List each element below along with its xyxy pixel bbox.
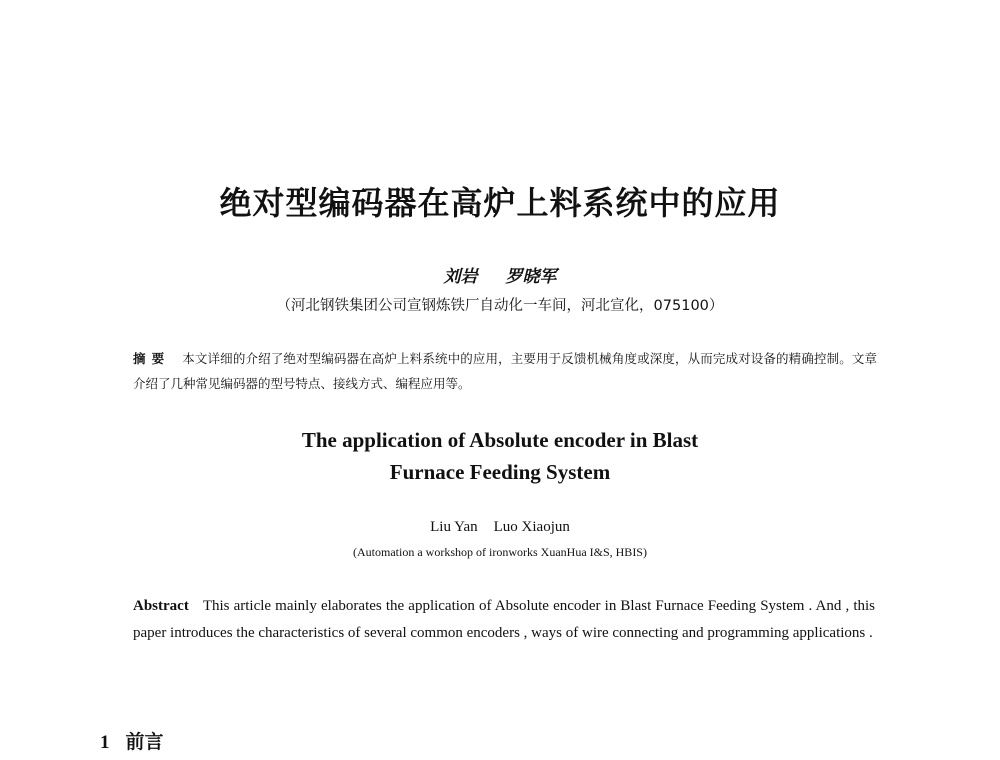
english-abstract [133,593,875,647]
english-authors [0,519,1000,536]
section-number: 1 [100,732,110,753]
english-title-line-2: Furnace Feeding System [389,460,611,484]
english-author-1: Liu Yan [430,519,478,535]
english-abstract-text: This article mainly elaborates the application of Absolute encoder in Blast Furnace Feeding System . And , this paper introduces the characteristics of several common encoders , ways of wire connecting and programming applications . [133,598,875,641]
chinese-title: 绝对型编码器在高炉上料系统中的应用 [219,184,781,222]
chinese-abstract-text: 本文详细的介绍了绝对型编码器在高炉上料系统中的应用，主要用于反馈机械角度或深度，从而完成对设备的精确控制。文章介绍了几种常见编码器的型号特点、接线方式、编程应用等。 [133,351,877,391]
chinese-abstract-label: 摘要 [133,351,171,366]
chinese-authors [0,262,1000,287]
chinese-abstract [133,346,877,396]
english-abstract-label: Abstract [133,598,189,614]
chinese-author-1: 刘岩 [443,267,478,287]
chinese-author-2: 罗晓军 [505,267,557,287]
chinese-affiliation: （河北钢铁集团公司宣钢炼铁厂自动化一车间，河北宣化，075100） [276,298,724,314]
english-author-2: Luo Xiaojun [493,519,570,535]
section-heading [100,727,164,754]
section-title: 前言 [125,731,164,753]
english-affiliation: (Automation a workshop of ironworks XuanHua I&S, HBIS) [353,545,647,559]
english-title-line-1: The application of Absolute encoder in Blast [301,428,699,452]
english-title [0,424,1000,488]
